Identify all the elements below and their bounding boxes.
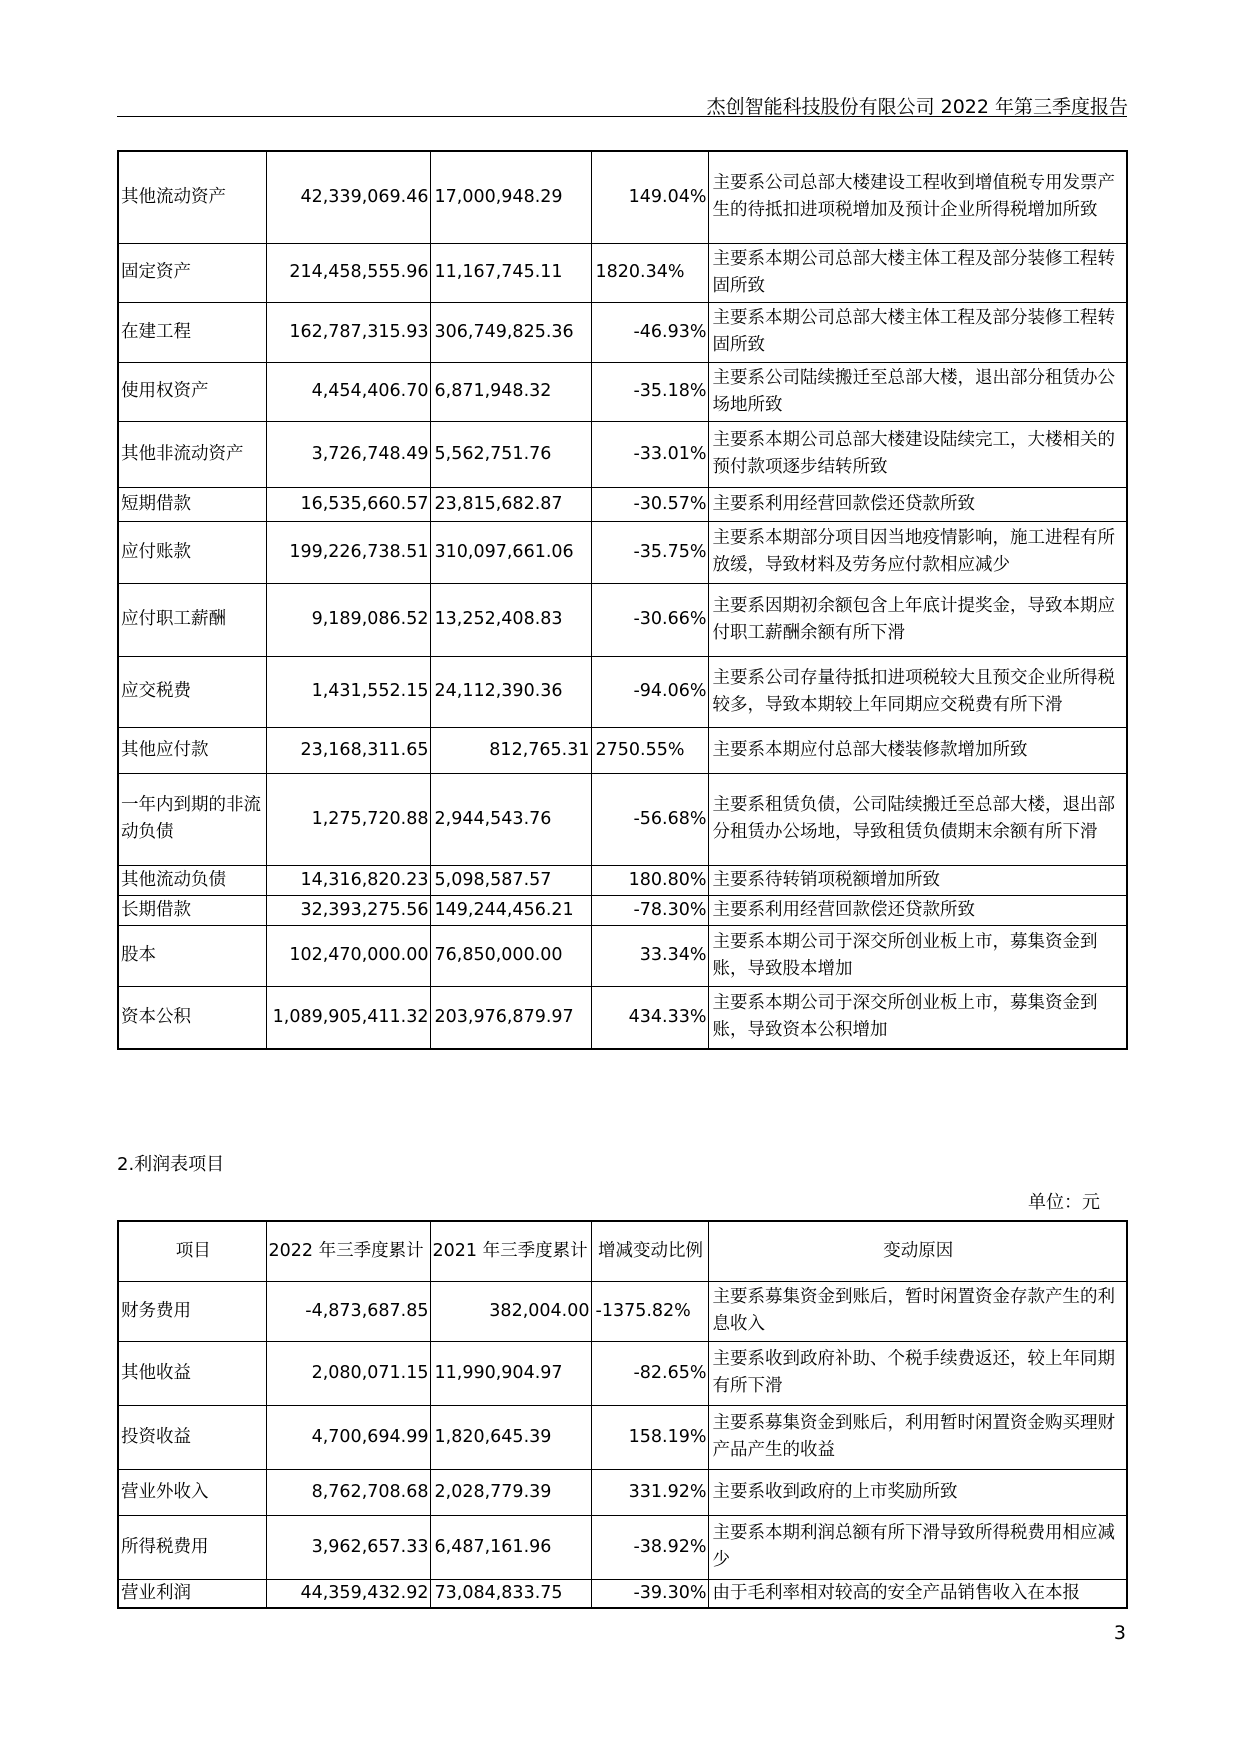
table-row	[118, 1515, 1127, 1579]
table-row	[118, 1341, 1127, 1405]
table-row	[118, 151, 1127, 243]
row-reason: 主要系利用经营回款偿还贷款所致	[708, 895, 1127, 925]
row-previous-value: 812,765.31	[430, 727, 591, 773]
row-reason: 主要系本期部分项目因当地疫情影响，施工进程有所放缓，导致材料及劳务应付款相应减少	[708, 521, 1127, 583]
row-change-ratio: 331.92%	[591, 1469, 708, 1515]
row-previous-value: 2,028,779.39	[430, 1469, 591, 1515]
row-reason: 主要系本期公司于深交所创业板上市，募集资金到账，导致股本增加	[708, 925, 1127, 986]
row-change-ratio: 180.80%	[591, 865, 708, 895]
row-item: 应付职工薪酬	[118, 583, 266, 656]
row-change-ratio: 2750.55%	[591, 727, 708, 773]
row-item: 在建工程	[118, 302, 266, 362]
row-previous-value: 306,749,825.36	[430, 302, 591, 362]
unit-label: 单位：元	[1028, 1192, 1100, 1213]
row-change-ratio: -35.75%	[591, 521, 708, 583]
table-row	[118, 302, 1127, 362]
row-item: 所得税费用	[118, 1515, 266, 1579]
row-reason: 主要系公司存量待抵扣进项税较大且预交企业所得税较多，导致本期较上年同期应交税费有所下滑	[708, 656, 1127, 727]
row-item: 使用权资产	[118, 362, 266, 421]
row-previous-value: 5,562,751.76	[430, 421, 591, 487]
profit-section-title: 2.利润表项目	[117, 1154, 225, 1175]
table-row	[118, 986, 1127, 1049]
row-previous-value: 382,004.00	[430, 1281, 591, 1341]
row-current-value: 1,275,720.88	[266, 773, 430, 865]
row-change-ratio: -82.65%	[591, 1341, 708, 1405]
row-item: 资本公积	[118, 986, 266, 1049]
table-row	[118, 362, 1127, 421]
table-row	[118, 1469, 1127, 1515]
row-reason: 主要系募集资金到账后，利用暂时闲置资金购买理财产品产生的收益	[708, 1405, 1127, 1469]
table-row	[118, 521, 1127, 583]
row-item: 其他流动资产	[118, 151, 266, 243]
row-item: 其他收益	[118, 1341, 266, 1405]
table-row	[118, 895, 1127, 925]
header-previous-period: 2021 年三季度累计	[430, 1221, 591, 1281]
row-change-ratio: -35.18%	[591, 362, 708, 421]
row-previous-value: 203,976,879.97	[430, 986, 591, 1049]
row-previous-value: 73,084,833.75	[430, 1579, 591, 1608]
row-reason: 主要系利用经营回款偿还贷款所致	[708, 487, 1127, 521]
row-change-ratio: 1820.34%	[591, 243, 708, 302]
row-change-ratio: -30.66%	[591, 583, 708, 656]
row-change-ratio: -56.68%	[591, 773, 708, 865]
row-current-value: 4,454,406.70	[266, 362, 430, 421]
row-previous-value: 76,850,000.00	[430, 925, 591, 986]
row-previous-value: 24,112,390.36	[430, 656, 591, 727]
header-reason: 变动原因	[708, 1221, 1127, 1281]
row-reason: 主要系收到政府的上市奖励所致	[708, 1469, 1127, 1515]
row-reason: 主要系租赁负债，公司陆续搬迁至总部大楼，退出部分租赁办公场地，导致租赁负债期末余额有所下滑	[708, 773, 1127, 865]
balance-sheet-table	[117, 150, 1128, 1050]
row-change-ratio: 149.04%	[591, 151, 708, 243]
row-reason: 主要系公司陆续搬迁至总部大楼，退出部分租赁办公场地所致	[708, 362, 1127, 421]
row-current-value: 4,700,694.99	[266, 1405, 430, 1469]
row-previous-value: 2,944,543.76	[430, 773, 591, 865]
row-previous-value: 310,097,661.06	[430, 521, 591, 583]
row-current-value: 23,168,311.65	[266, 727, 430, 773]
row-previous-value: 5,098,587.57	[430, 865, 591, 895]
row-reason: 主要系因期初余额包含上年底计提奖金，导致本期应付职工薪酬余额有所下滑	[708, 583, 1127, 656]
row-item: 其他流动负债	[118, 865, 266, 895]
row-previous-value: 11,990,904.97	[430, 1341, 591, 1405]
row-previous-value: 23,815,682.87	[430, 487, 591, 521]
row-change-ratio: 434.33%	[591, 986, 708, 1049]
row-current-value: -4,873,687.85	[266, 1281, 430, 1341]
header-current-period: 2022 年三季度累计	[266, 1221, 430, 1281]
row-current-value: 3,962,657.33	[266, 1515, 430, 1579]
row-item: 股本	[118, 925, 266, 986]
row-current-value: 8,762,708.68	[266, 1469, 430, 1515]
row-previous-value: 17,000,948.29	[430, 151, 591, 243]
row-reason: 主要系收到政府补助、个税手续费返还，较上年同期有所下滑	[708, 1341, 1127, 1405]
row-current-value: 214,458,555.96	[266, 243, 430, 302]
row-item: 长期借款	[118, 895, 266, 925]
table-row	[118, 421, 1127, 487]
row-change-ratio: -30.57%	[591, 487, 708, 521]
row-reason: 主要系本期公司总部大楼主体工程及部分装修工程转固所致	[708, 243, 1127, 302]
row-current-value: 199,226,738.51	[266, 521, 430, 583]
row-item: 其他应付款	[118, 727, 266, 773]
row-current-value: 3,726,748.49	[266, 421, 430, 487]
table-row	[118, 727, 1127, 773]
row-item: 营业外收入	[118, 1469, 266, 1515]
row-current-value: 16,535,660.57	[266, 487, 430, 521]
row-reason: 主要系本期公司于深交所创业板上市，募集资金到账，导致资本公积增加	[708, 986, 1127, 1049]
row-change-ratio: -78.30%	[591, 895, 708, 925]
income-statement-table	[117, 1220, 1128, 1609]
table-header-row	[118, 1221, 1127, 1281]
row-item: 财务费用	[118, 1281, 266, 1341]
row-current-value: 14,316,820.23	[266, 865, 430, 895]
row-item: 其他非流动资产	[118, 421, 266, 487]
row-item: 应付账款	[118, 521, 266, 583]
row-current-value: 2,080,071.15	[266, 1341, 430, 1405]
table-row	[118, 925, 1127, 986]
row-item: 一年内到期的非流动负债	[118, 773, 266, 865]
row-reason: 由于毛利率相对较高的安全产品销售收入在本报	[708, 1579, 1127, 1608]
row-current-value: 1,089,905,411.32	[266, 986, 430, 1049]
table-row	[118, 1579, 1127, 1608]
row-change-ratio: 33.34%	[591, 925, 708, 986]
table-row	[118, 1405, 1127, 1469]
row-item: 投资收益	[118, 1405, 266, 1469]
row-current-value: 44,359,432.92	[266, 1579, 430, 1608]
row-change-ratio: -39.30%	[591, 1579, 708, 1608]
row-reason: 主要系本期利润总额有所下滑导致所得税费用相应减少	[708, 1515, 1127, 1579]
row-reason: 主要系本期公司总部大楼主体工程及部分装修工程转固所致	[708, 302, 1127, 362]
table-row	[118, 656, 1127, 727]
row-reason: 主要系公司总部大楼建设工程收到增值税专用发票产生的待抵扣进项税增加及预计企业所得税增加所致	[708, 151, 1127, 243]
row-item: 短期借款	[118, 487, 266, 521]
row-previous-value: 13,252,408.83	[430, 583, 591, 656]
header-divider	[117, 116, 1127, 117]
row-change-ratio: -46.93%	[591, 302, 708, 362]
table-row	[118, 487, 1127, 521]
page-number: 3	[1113, 1622, 1126, 1644]
row-previous-value: 11,167,745.11	[430, 243, 591, 302]
row-previous-value: 1,820,645.39	[430, 1405, 591, 1469]
row-reason: 主要系本期公司总部大楼建设陆续完工，大楼相关的预付款项逐步结转所致	[708, 421, 1127, 487]
row-item: 固定资产	[118, 243, 266, 302]
row-current-value: 1,431,552.15	[266, 656, 430, 727]
header-change-ratio: 增减变动比例	[591, 1221, 708, 1281]
row-reason: 主要系本期应付总部大楼装修款增加所致	[708, 727, 1127, 773]
table-row	[118, 773, 1127, 865]
table-row	[118, 583, 1127, 656]
row-change-ratio: -38.92%	[591, 1515, 708, 1579]
row-current-value: 9,189,086.52	[266, 583, 430, 656]
header-item: 项目	[118, 1221, 266, 1281]
row-current-value: 32,393,275.56	[266, 895, 430, 925]
row-previous-value: 6,871,948.32	[430, 362, 591, 421]
table-row	[118, 1281, 1127, 1341]
row-reason: 主要系待转销项税额增加所致	[708, 865, 1127, 895]
row-reason: 主要系募集资金到账后，暂时闲置资金存款产生的利息收入	[708, 1281, 1127, 1341]
row-previous-value: 6,487,161.96	[430, 1515, 591, 1579]
row-current-value: 162,787,315.93	[266, 302, 430, 362]
row-previous-value: 149,244,456.21	[430, 895, 591, 925]
row-item: 应交税费	[118, 656, 266, 727]
row-current-value: 42,339,069.46	[266, 151, 430, 243]
report-header-title: 杰创智能科技股份有限公司 2022 年第三季度报告	[706, 96, 1128, 118]
row-change-ratio: -33.01%	[591, 421, 708, 487]
row-change-ratio: -94.06%	[591, 656, 708, 727]
row-change-ratio: 158.19%	[591, 1405, 708, 1469]
table-row	[118, 243, 1127, 302]
row-item: 营业利润	[118, 1579, 266, 1608]
row-change-ratio: -1375.82%	[591, 1281, 708, 1341]
row-current-value: 102,470,000.00	[266, 925, 430, 986]
table-row	[118, 865, 1127, 895]
